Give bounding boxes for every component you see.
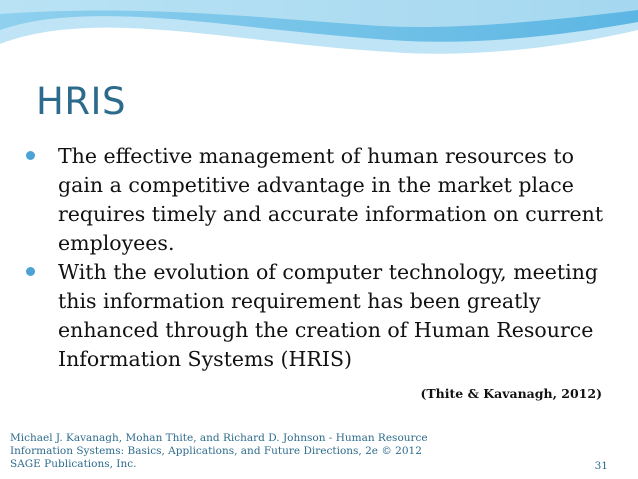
- bullet-text: With the evolution of computer technology, meeting this information requirement has been greatly enhanced through the creation of Human Resource Information Systems (HRIS): [58, 260, 599, 371]
- bullet-text: The effective management of human resources to gain a competitive advantage in the market place requires timely and accurate information on current employees.: [58, 144, 604, 255]
- slide-title: HRIS: [36, 80, 126, 123]
- page-number: 31: [594, 460, 608, 472]
- bullet-item: [22, 258, 612, 374]
- bullet-item: [22, 142, 612, 258]
- bullet-list: [22, 142, 612, 374]
- bullet-icon: [26, 267, 35, 276]
- footer-credit: Michael J. Kavanagh, Mohan Thite, and Richard D. Johnson - Human Resource Information Systems: Basics, Applications, and Future Directions, 2e © 2012 SAGE Publications, Inc.: [10, 432, 428, 470]
- citation: (Thite & Kavanagh, 2012): [420, 386, 602, 401]
- bullet-icon: [26, 151, 35, 160]
- header-wave-decoration: [0, 0, 638, 60]
